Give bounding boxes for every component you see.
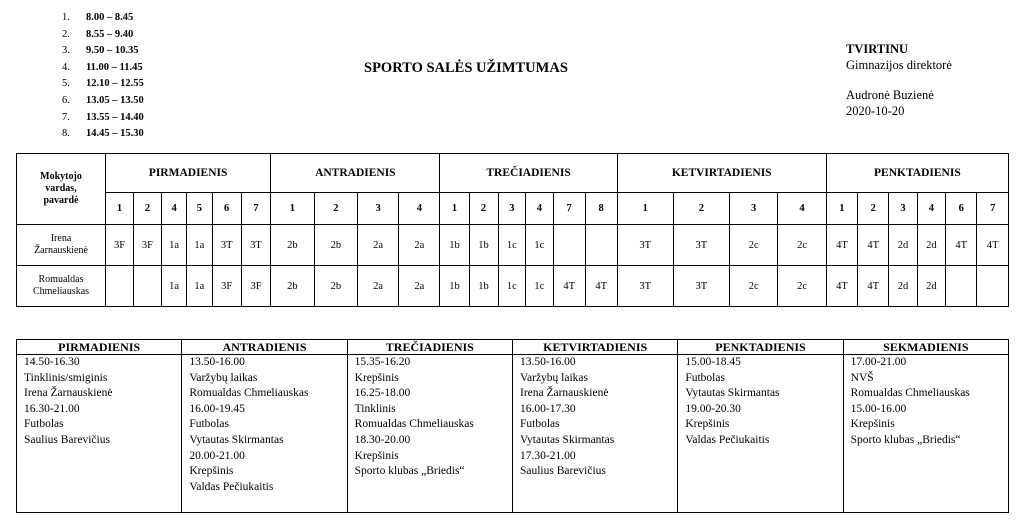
class-cell: 4T <box>858 225 889 266</box>
class-cell: 2d <box>917 266 945 307</box>
evening-entry-line: Irena Žarnauskienė <box>24 387 113 400</box>
class-cell: 1a <box>161 266 186 307</box>
evening-entry-line: 16.00-19.45 <box>189 402 245 415</box>
class-cell: 2a <box>399 266 440 307</box>
evening-day-cell <box>843 355 1008 513</box>
lesson-number: 6 <box>946 193 977 225</box>
class-cell: 1b <box>469 225 498 266</box>
lesson-periods-list <box>62 10 144 143</box>
class-cell: 2a <box>358 266 399 307</box>
class-cell: 2d <box>917 225 945 266</box>
class-cell: 2d <box>889 266 917 307</box>
class-cell: 3T <box>673 225 729 266</box>
teacher-row <box>17 266 1009 307</box>
evening-entry-line: 15.35-16.20 <box>354 356 411 368</box>
period-time: 12.10 – 12.55 <box>86 78 144 90</box>
evening-day-header: KETVIRTADIENIS <box>512 340 677 355</box>
class-cell <box>553 225 585 266</box>
evening-entry-line: Saulius Barevičius <box>519 465 606 478</box>
evening-entry-line: Krepšinis <box>685 418 730 431</box>
lesson-number: 3 <box>358 193 399 225</box>
evening-header-row <box>17 340 1009 355</box>
lesson-number: 3 <box>498 193 526 225</box>
class-cell: 1a <box>187 266 212 307</box>
lesson-number: 1 <box>440 193 469 225</box>
lesson-number: 2 <box>858 193 889 225</box>
teacher-column-header: Mokytojo vardas, pavardė <box>17 154 106 225</box>
evening-entry-line: Varžybų laikas <box>189 371 258 384</box>
lesson-number: 1 <box>826 193 857 225</box>
teacher-row <box>17 225 1009 266</box>
class-cell <box>133 266 161 307</box>
class-cell: 4T <box>553 266 585 307</box>
evening-entry-line: Saulius Barevičius <box>24 433 110 446</box>
evening-day-cell <box>678 355 843 513</box>
lesson-number: 2 <box>133 193 161 225</box>
weekly-schedule-table <box>16 153 1009 307</box>
evening-day-header: SEKMADIENIS <box>843 340 1008 355</box>
class-cell: 1c <box>498 225 526 266</box>
lesson-number: 7 <box>241 193 270 225</box>
class-cell: 3F <box>212 266 241 307</box>
class-cell <box>585 225 617 266</box>
evening-entry-line: Valdas Pečiukaitis <box>189 480 274 493</box>
evening-entry-line: Vytautas Skirmantas <box>519 433 615 446</box>
class-cell: 2c <box>778 225 826 266</box>
class-cell: 1b <box>469 266 498 307</box>
evening-entry-line: 16.00-17.30 <box>519 402 576 415</box>
evening-entry-line: Valdas Pečiukaitis <box>685 433 770 446</box>
evening-entry-line: Irena Žarnauskienė <box>519 387 609 400</box>
lesson-number-row <box>17 193 1009 225</box>
lesson-number: 8 <box>585 193 617 225</box>
period-item <box>62 93 144 110</box>
class-cell: 3F <box>106 225 134 266</box>
evening-entry-line: Krepšinis <box>850 418 895 431</box>
class-cell: 2b <box>271 225 314 266</box>
approval-block <box>846 42 952 119</box>
period-time: 13.55 – 14.40 <box>86 111 144 123</box>
approval-heading: TVIRTINU <box>846 42 909 56</box>
class-cell: 1b <box>440 225 469 266</box>
period-number: 4. <box>62 61 70 73</box>
approval-role: Gimnazijos direktorė <box>846 57 952 72</box>
evening-day-cell <box>347 355 512 513</box>
class-cell: 4T <box>946 225 977 266</box>
class-cell: 2b <box>271 266 314 307</box>
class-cell <box>946 266 977 307</box>
evening-entry-line: Romualdas Chmeliauskas <box>850 387 970 400</box>
evening-entry-line: 13.50-16.00 <box>519 356 576 368</box>
evening-day-cell <box>17 355 182 513</box>
period-number: 7. <box>62 111 70 123</box>
period-number: 6. <box>62 94 70 106</box>
lesson-number: 1 <box>106 193 134 225</box>
class-cell: 2c <box>729 266 777 307</box>
evening-entry-line: Sporto klubas „Briedis“ <box>354 465 465 478</box>
evening-entry-line: Futbolas <box>519 418 560 431</box>
evening-entry-line: Krepšinis <box>354 449 399 462</box>
period-item <box>62 110 144 127</box>
class-cell: 2b <box>314 266 357 307</box>
period-item <box>62 126 144 143</box>
evening-day-cell <box>512 355 677 513</box>
day-header: ANTRADIENIS <box>271 154 440 193</box>
evening-entry-line: 15.00-16.00 <box>850 402 907 415</box>
evening-day-header: ANTRADIENIS <box>182 340 347 355</box>
class-cell: 2b <box>314 225 357 266</box>
lesson-number: 3 <box>729 193 777 225</box>
lesson-number: 4 <box>399 193 440 225</box>
lesson-number: 4 <box>526 193 554 225</box>
class-cell: 1a <box>161 225 186 266</box>
day-header-row <box>17 154 1009 193</box>
evening-entry-line: Futbolas <box>189 418 229 431</box>
class-cell: 3T <box>617 225 673 266</box>
lesson-number: 2 <box>314 193 357 225</box>
lesson-number: 1 <box>617 193 673 225</box>
lesson-number: 6 <box>212 193 241 225</box>
lesson-number: 1 <box>271 193 314 225</box>
period-time: 8.00 – 8.45 <box>86 12 134 23</box>
class-cell: 3F <box>133 225 161 266</box>
lesson-number: 4 <box>917 193 945 225</box>
page-title: SPORTO SALĖS UŽIMTUMAS <box>364 60 568 76</box>
evening-entry-line: 18.30-20.00 <box>354 433 411 446</box>
evening-day-header: PIRMADIENIS <box>17 340 182 355</box>
class-cell: 4T <box>585 266 617 307</box>
evening-entry-line: 15.00-18.45 <box>685 356 741 368</box>
class-cell: 2a <box>358 225 399 266</box>
class-cell: 2a <box>399 225 440 266</box>
day-header: KETVIRTADIENIS <box>617 154 826 193</box>
evening-day-cell <box>182 355 347 513</box>
class-cell <box>977 266 1009 307</box>
teacher-name: Irena Žarnauskienė <box>17 225 106 266</box>
day-header: PIRMADIENIS <box>106 154 271 193</box>
evening-entry-line: Varžybų laikas <box>519 371 589 384</box>
evening-schedule-table <box>16 339 1009 513</box>
evening-entry-line: Krepšinis <box>189 465 234 478</box>
period-number: 1. <box>62 12 70 23</box>
class-cell: 3T <box>617 266 673 307</box>
evening-entry-line: 17.00-21.00 <box>850 356 907 368</box>
period-item <box>62 10 144 27</box>
evening-entry-line: 16.25-18.00 <box>354 387 411 400</box>
evening-day-header: PENKTADIENIS <box>678 340 843 355</box>
day-header: TREČIADIENIS <box>440 154 617 193</box>
lesson-number: 7 <box>977 193 1009 225</box>
evening-entry-line: Tinklinis <box>354 402 396 415</box>
class-cell <box>106 266 134 307</box>
class-cell: 4T <box>826 225 857 266</box>
period-number: 3. <box>62 45 70 57</box>
evening-entry-line: Futbolas <box>685 371 725 384</box>
period-item <box>62 76 144 93</box>
class-cell: 2c <box>729 225 777 266</box>
class-cell: 3T <box>673 266 729 307</box>
lesson-number: 2 <box>673 193 729 225</box>
class-cell: 3T <box>212 225 241 266</box>
period-time: 8.55 – 9.40 <box>86 28 134 40</box>
class-cell: 3F <box>241 266 270 307</box>
period-time: 11.00 – 11.45 <box>86 61 143 73</box>
evening-body-row <box>17 355 1009 513</box>
class-cell: 1c <box>526 225 554 266</box>
lesson-number: 4 <box>778 193 826 225</box>
day-header: PENKTADIENIS <box>826 154 1008 193</box>
lesson-number: 2 <box>469 193 498 225</box>
approval-name: Audronė Buzienė <box>846 88 934 102</box>
period-time: 14.45 – 15.30 <box>86 128 144 140</box>
evening-entry-line: 20.00-21.00 <box>189 449 245 462</box>
class-cell: 2d <box>889 225 917 266</box>
evening-entry-line: 14.50-16.30 <box>24 356 80 368</box>
period-time: 9.50 – 10.35 <box>86 45 139 57</box>
class-cell: 1c <box>498 266 526 307</box>
class-cell: 4T <box>858 266 889 307</box>
period-item <box>62 27 144 44</box>
period-time: 13.05 – 13.50 <box>86 94 144 106</box>
evening-entry-line: 16.30-21.00 <box>24 402 80 415</box>
period-number: 8. <box>62 128 70 140</box>
evening-entry-line: 13.50-16.00 <box>189 356 245 368</box>
evening-entry-line: 17.30-21.00 <box>519 449 576 462</box>
lesson-number: 4 <box>161 193 186 225</box>
class-cell: 1b <box>440 266 469 307</box>
period-number: 5. <box>62 78 70 90</box>
approval-date: 2020-10-20 <box>846 103 905 118</box>
evening-day-header: TREČIADIENIS <box>347 340 512 355</box>
class-cell: 1c <box>526 266 554 307</box>
evening-entry-line: Sporto klubas „Briedis“ <box>850 433 961 446</box>
lesson-number: 3 <box>889 193 917 225</box>
evening-entry-line: Krepšinis <box>354 371 399 384</box>
period-item <box>62 60 144 77</box>
period-number: 2. <box>62 28 70 40</box>
lesson-number: 7 <box>553 193 585 225</box>
evening-entry-line: Vytautas Skirmantas <box>685 387 780 400</box>
class-cell: 2c <box>778 266 826 307</box>
class-cell: 1a <box>187 225 212 266</box>
teacher-name: Romualdas Chmeliauskas <box>17 266 106 307</box>
evening-entry-line: Futbolas <box>24 418 64 431</box>
period-item <box>62 43 144 60</box>
class-cell: 3T <box>241 225 270 266</box>
evening-entry-line: Tinklinis/smiginis <box>24 371 108 384</box>
evening-entry-line: Romualdas Chmeliauskas <box>189 387 309 400</box>
class-cell: 4T <box>826 266 857 307</box>
lesson-number: 5 <box>187 193 212 225</box>
class-cell: 4T <box>977 225 1009 266</box>
evening-entry-line: 19.00-20.30 <box>685 402 741 415</box>
evening-entry-line: Romualdas Chmeliauskas <box>354 418 474 431</box>
evening-entry-line: Vytautas Skirmantas <box>189 433 284 446</box>
evening-entry-line: NVŠ <box>850 371 874 384</box>
